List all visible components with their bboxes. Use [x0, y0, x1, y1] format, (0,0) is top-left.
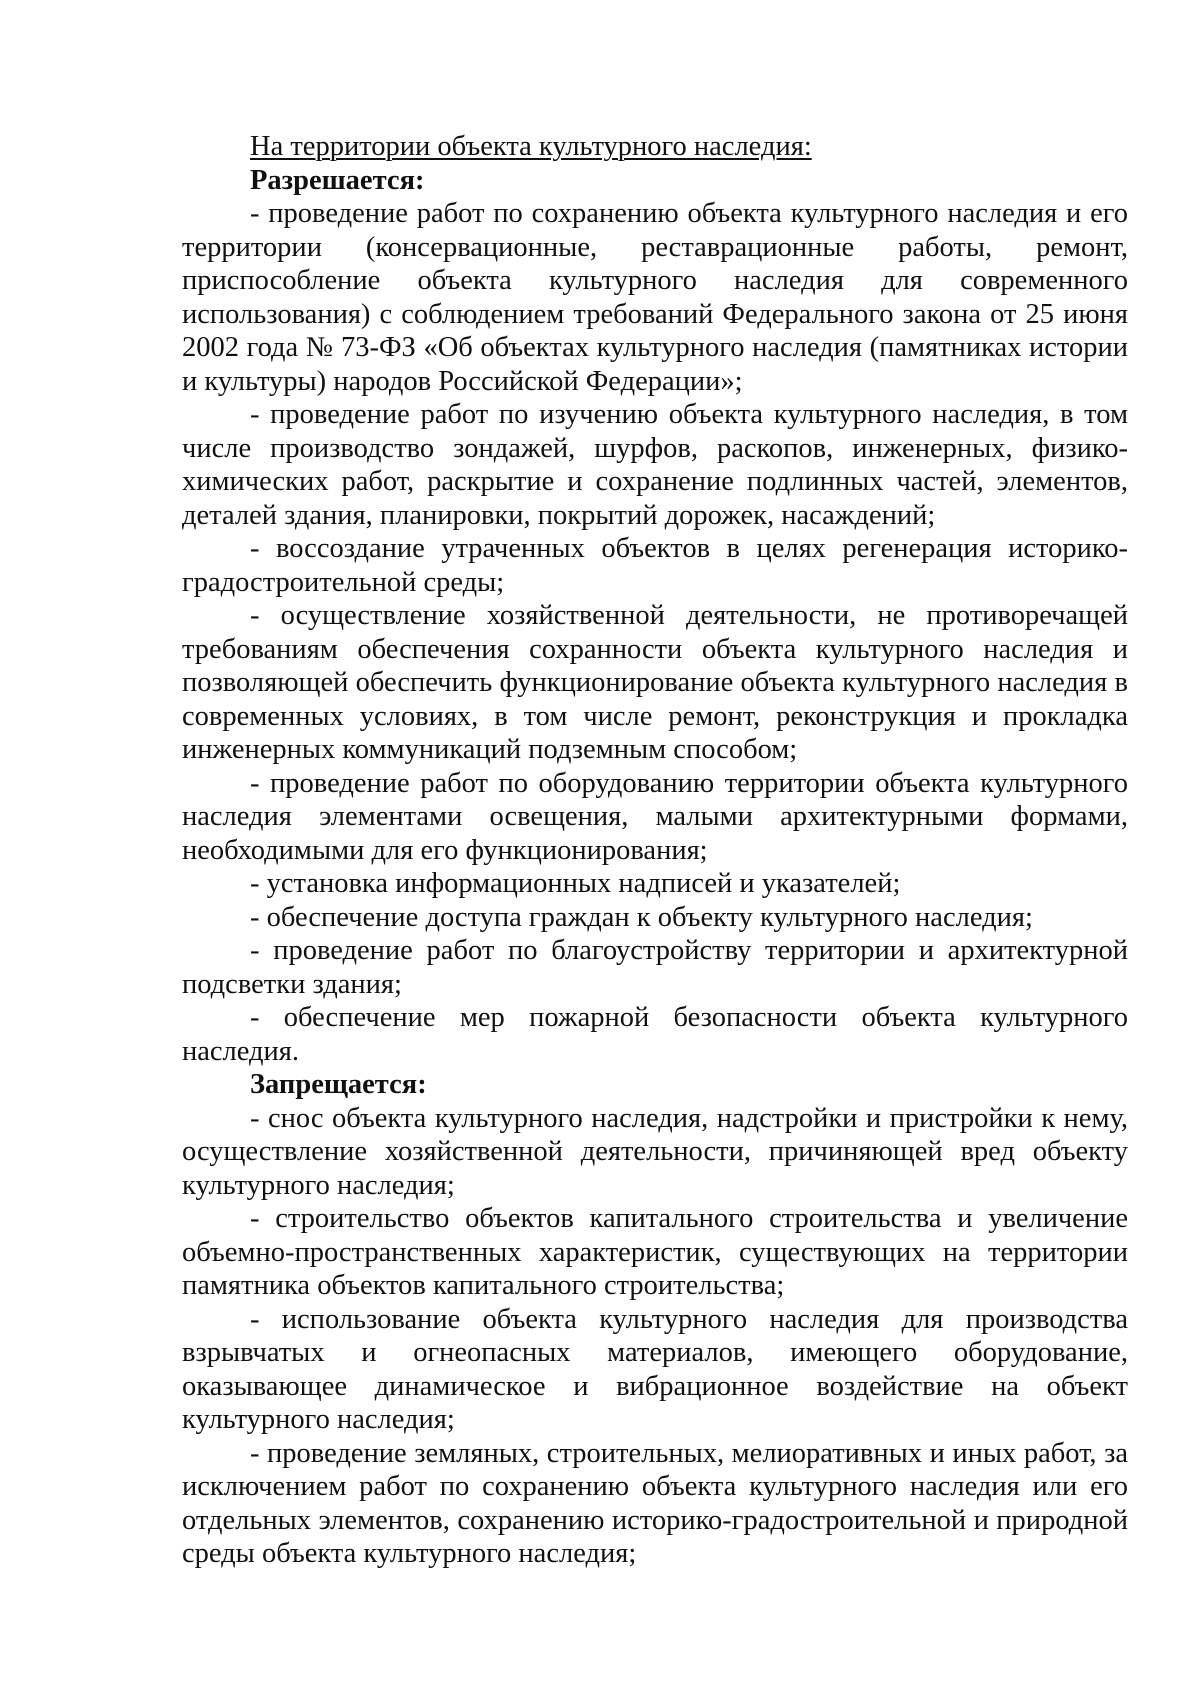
document-body	[182, 130, 1128, 1571]
section-title-text: На территории объекта культурного наследия:	[250, 131, 812, 162]
prohibited-item: - использование объекта культурного наследия для производства взрывчатых и огнеопасных материалов, имеющего оборудование, оказывающее динамическое и вибрационное воздействие на объект культурного наследия;	[182, 1303, 1128, 1435]
allowed-item: - обеспечение мер пожарной безопасности объекта культурного наследия.	[182, 1002, 1128, 1067]
prohibited-item: - снос объекта культурного наследия, надстройки и пристройки к нему, осуществление хозяйственной деятельности, причиняющей вред объекту культурного наследия;	[182, 1102, 1128, 1201]
prohibited-item: - проведение земляных, строительных, мелиоративных и иных работ, за исключением работ по сохранению объекта культурного наследия или его отдельных элементов, сохранению историко-градостроительной и природной среды объекта культурного наследия;	[182, 1437, 1128, 1569]
allowed-item: - осуществление хозяйственной деятельности, не противоречащей требованиям обеспечения сохранности объекта культурного наследия и позволяющей обеспечить функционирование объекта культурного наследия в современных условиях, в том числе ремонт, реконструкция и прокладка инженерных коммуникаций подземным способом;	[182, 600, 1128, 765]
allowed-item: - проведение работ по оборудованию территории объекта культурного наследия элементами освещения, малыми архитектурными формами, необходимыми для его функционирования;	[182, 767, 1128, 866]
allowed-item: - установка информационных надписей и указателей;	[250, 868, 901, 899]
prohibited-item: - строительство объектов капитального строительства и увеличение объемно-пространственных характеристик, существующих на территории памятника объектов капитального строительства;	[182, 1203, 1128, 1301]
prohibited-heading: Запрещается:	[250, 1069, 427, 1100]
allowed-item: - воссоздание утраченных объектов в целях регенерация историко-градостроительной среды;	[182, 533, 1128, 598]
allowed-item: - проведение работ по изучению объекта культурного наследия, в том числе производство зондажей, шурфов, раскопов, инженерных, физико-химических работ, раскрытие и сохранение подлинных частей, элементов, деталей здания, планировки, покрытий дорожек, насаждений;	[182, 399, 1128, 531]
section-title	[182, 130, 1128, 164]
allowed-item: - обеспечение доступа граждан к объекту культурного наследия;	[250, 901, 1033, 933]
allowed-heading: Разрешается:	[250, 164, 425, 196]
allowed-item: - проведение работ по сохранению объекта культурного наследия и его территории (консервационные, реставрационные работы, ремонт, приспособление объекта культурного наследия для современного использования) с соблюдением требований Федерального закона от 25 июня 2002 года № 73-ФЗ «Об объектах культурного наследия (памятниках истории и культуры) народов Российской Федерации»;	[182, 198, 1128, 397]
allowed-item: - проведение работ по благоустройству территории и архитектурной подсветки здания;	[182, 935, 1128, 1000]
